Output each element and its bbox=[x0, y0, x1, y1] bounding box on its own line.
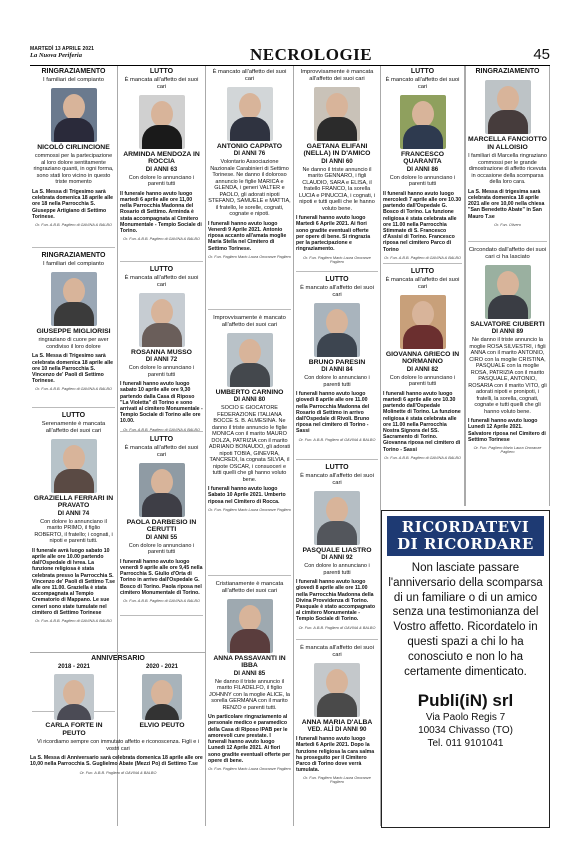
funeral-home-credit: Or. Fun. A.B.B. Pagliero di GAVINA & BALBO bbox=[298, 437, 376, 442]
obituary-ciuberti bbox=[468, 244, 547, 506]
portrait-photo bbox=[485, 265, 531, 319]
column-6 bbox=[465, 66, 550, 506]
anniversary-block bbox=[30, 652, 206, 828]
funeral-home-credit: Or. Fun. Pagliero Mario Laura Onoranze Pagliero bbox=[208, 254, 291, 259]
obituary-heading: LUTTO bbox=[325, 464, 349, 471]
issue-date: MARTEDÌ 13 APRILE 2021 bbox=[30, 46, 94, 52]
deceased-age: DI ANNI 55 bbox=[145, 533, 178, 541]
deceased-age: VED. ALÌ DI ANNI 90 bbox=[307, 726, 367, 734]
deceased-name: UMBERTO CARNINO bbox=[215, 388, 284, 396]
obituary-heading: LUTTO bbox=[149, 266, 174, 273]
anniversary-body: Vi ricordiamo sempre con immutato affetto e riconoscenza. Figli e i vostri cari bbox=[36, 739, 200, 752]
funeral-home-credit: Or. Fun. Pagliero Mario Laura Onoranze Pagliero bbox=[303, 776, 371, 785]
obituary-body: Con dolore lo annunciano i parenti tutti bbox=[128, 542, 195, 556]
obituary-heading: LUTTO bbox=[149, 436, 174, 443]
obituary-quaranta bbox=[383, 66, 462, 264]
anniversary-mass-details: La S. Messa di Anniversario sarà celebrata domenica 18 aprile alle ore 10,00 nella Parrocchia S. Guglielmo Abate (Mezzi Po) di Settimo T.se bbox=[30, 755, 203, 768]
obituary-carnino bbox=[208, 312, 291, 576]
obituary-body: Volontario Associazione Nazionale Carabinieri di Settimo Torinese. Ne danno il doloroso annuncio le figlie MARICA e GLENDA, i generi VALTER e PAOLO, gli adorati nipoti STEFANO, SAMUELE e MATTIA, il fratello, le sorelle, cognati, cognate e nipoti. bbox=[208, 159, 291, 218]
deceased-age: DI ANNI 92 bbox=[321, 554, 353, 562]
obituary-intro: È mancata all'affetto dei suoi cari bbox=[124, 445, 199, 458]
obituary-heading: RINGRAZIAMENTO bbox=[475, 68, 540, 75]
obituary-intro: Improvvisamente è mancata all'affetto dei suoi cari bbox=[300, 69, 374, 82]
obituary-intro: I familiari del compianto bbox=[43, 77, 104, 83]
portrait-photo bbox=[400, 95, 446, 149]
anniversary-heading: ANNIVERSARIO bbox=[91, 655, 145, 662]
funeral-home-credit: Or. Fun. Pagliero Mario Laura Onoranze Pagliero bbox=[208, 507, 291, 512]
obituary-fanciotto bbox=[468, 66, 547, 242]
ad-address-street: Via Paolo Regis 7 bbox=[425, 712, 506, 724]
obituary-darbesio bbox=[120, 434, 203, 616]
obituary-migliorisi bbox=[32, 250, 115, 408]
obituary-intro: Serenamente è mancata all'affetto dei suoi cari bbox=[41, 421, 106, 434]
anniversary-years-2: 2020 - 2021 bbox=[145, 664, 179, 670]
service-details: I funerali hanno avuto luogo giovedì 8 aprile alle ore 11.00 nella Parrocchia Madonna del Rosario di Settimo in arrivo dall'Ospedale di Rivoli. Bruno riposa nel cimitero di Torino - Sassi bbox=[296, 391, 370, 435]
column-4 bbox=[294, 66, 381, 826]
obituary-dalba bbox=[296, 642, 378, 826]
obituary-intro: È mancato all'affetto dei suoi cari bbox=[212, 69, 287, 82]
deceased-age: DI ANNI 85 bbox=[233, 669, 266, 677]
ad-headline-band bbox=[387, 516, 544, 556]
service-details: I funerali hanno avuto luogo giovedì 8 aprile alle ore 11.00 nella Parrocchia Madonna della Divina Provvidenza di Torino. Pasquale è stato accompagnato al cimitero Monumentale - Tempio Sociale di Torino. bbox=[296, 579, 375, 623]
service-details: I funerali hanno avuto luogo Martedì 6 Aprile 2021. Ai fiori sono gradite eventuali offerte per opere di bene. Si ringrazia per la partecipazione e ringraziamento. bbox=[296, 215, 371, 253]
funeral-home-credit: Or. Fun. A.B.B. Pagliero di GAVINA & BALBO bbox=[384, 455, 461, 460]
deceased-name: PAOLA DARBESIO IN CERUTTI bbox=[126, 518, 197, 534]
deceased-name: GAETANA ELIFANI (NELLA) IN D'AMICO bbox=[303, 142, 371, 158]
service-details: I funerali hanno avuto luogo Venerdì 9 Aprile 2021. Antonio riposa accanto all'amata moglie Maria Stella nel Cimitero di Settimo Torinese. bbox=[208, 220, 287, 252]
ad-headline-line-1: RICORDATEVI bbox=[401, 518, 530, 536]
deceased-age: DI ANNI 86 bbox=[406, 165, 439, 173]
obituary-body: Ne danno il triste annuncio il marito FILADELFO, il figlio JOHNNY con la moglie ALICE, la sorella GERMANA con il marito RENZO e parenti tutti. bbox=[209, 678, 290, 711]
obituary-cirlincione bbox=[32, 66, 115, 248]
obituary-intro: È mancato all'affetto dei suoi cari bbox=[300, 473, 374, 486]
obituary-intro: È mancata all'affetto dei suoi cari bbox=[124, 77, 199, 90]
obituary-heading: LUTTO bbox=[149, 68, 174, 75]
obituary-body: Con dolore lo annunciano i parenti tutti bbox=[128, 174, 195, 188]
deceased-name: GRAZIELLA FERRARI IN PRAVATO bbox=[33, 494, 114, 510]
obituary-heading: RINGRAZIAMENTO bbox=[41, 68, 106, 75]
deceased-age: DI ANNI 80 bbox=[233, 396, 266, 404]
obituary-grieco bbox=[383, 266, 462, 506]
service-details: I funerali hanno avuto luogo sabato 10 aprile alle ore 9,30 partendo dalla Casa di Riposo "La Violetta" di Torino e sono arrivati al cimitero Monumentale - Tempio Sociale di Torino alle ore 10.00. bbox=[120, 381, 203, 425]
deceased-age: DI ANNI 74 bbox=[57, 509, 90, 517]
service-details: I funerali hanno avuto luogo martedì 6 aprile alle ore 10.30 partendo dall'Ospedale Molinette di Torino. La funzione religiosa è stata celebrata alle ore 11.00 nella Parrocchia Nostra Signora del SS. Sacramento di Torino. Giovanna riposa nel cimitero di Torino - Sassi bbox=[383, 390, 461, 453]
funeral-home-credit: Or. Fun. Olivero bbox=[494, 222, 521, 227]
obituary-intro: È mancato all'affetto dei suoi cari bbox=[300, 285, 374, 298]
portrait-photo bbox=[51, 88, 97, 142]
funeral-home-credit: Or. Fun. A.B.B. Pagliero di GAVINA & BALBO bbox=[123, 427, 200, 432]
obituary-body: Con dolore lo annunciano il marito PRIMO, il figlio ROBERTO, il fratello; i cognati, i nipoti e parenti tutti. bbox=[34, 518, 113, 545]
service-details: Un particolare ringraziamento al personale medico e paramedico della Casa di Riposo IPAB per le amorevoli cure prestate. I funerali hanno avuto luogo Lunedì 12 Aprile 2021. Ai fiori sono gradite eventuali offerte per opere di bene. bbox=[208, 714, 291, 764]
portrait-photo bbox=[139, 95, 185, 149]
ad-phone[interactable]: Tel. 011 9101041 bbox=[427, 738, 504, 750]
portrait-photo bbox=[51, 272, 97, 326]
obituary-body: Con dolore lo annunciano i parenti tutti bbox=[389, 374, 456, 388]
deceased-age: DI ANNI 89 bbox=[491, 328, 524, 336]
deceased-name: ANNA MARIA D'ALBA bbox=[301, 718, 373, 726]
service-details: I funerali hanno avuto luogo venerdì 9 aprile alle ore 9,45 nella Parrocchia S. Giulio d'Orta di Torino in arrivo dall'Ospedale G. Bosco di Torino. Paola riposa nel cimitero Monumentale di Torino. bbox=[120, 558, 203, 596]
service-details: La S. Messa di Trigesimo sarà celebrata domenica 18 aprile alle ore 18 nella Parrocchia S. Giuseppe Artigiano di Settimo Torinese. bbox=[32, 188, 114, 220]
obituary-intro: È mancato all'affetto dei suoi cari bbox=[385, 77, 460, 90]
portrait-photo bbox=[227, 333, 273, 387]
obituary-heading: LUTTO bbox=[61, 412, 86, 419]
obituary-intro: Circondato dall'affetto dei suoi cari ci ha lasciato bbox=[468, 247, 547, 260]
obituary-intro: Improvvisamente è mancato all'affetto dei suoi cari bbox=[213, 315, 286, 328]
newspaper-name: La Nuova Periferia bbox=[30, 52, 82, 59]
obituary-elifani bbox=[296, 66, 378, 272]
deceased-name: ANNA PASSAVANTI IN IBBA bbox=[213, 654, 286, 670]
portrait-photo bbox=[142, 674, 182, 720]
service-details: Il funerale avrà luogo sabato 10 aprile alle ore 10.00 partendo dall'Ospedale di Ivrea. La funzione religiosa è stata celebrata presso la Parrocchia S. Vincenzo de' Paoli di Settimo T.se alle ore 11.00. Graziella è stata accompagnata al Tempio Crematorio di Mappano. Le sue ceneri sono state tumulate nel cimitero di Settimo Torinese bbox=[32, 547, 115, 616]
deceased-name: BRUNO PARESIN bbox=[308, 358, 366, 366]
portrait-photo bbox=[139, 463, 185, 517]
deceased-name: GIOVANNA GRIECO IN NORMANNO bbox=[385, 350, 460, 366]
obituary-body: Con dolore lo annunciano i parenti tutti bbox=[128, 365, 195, 378]
portrait-photo bbox=[227, 599, 273, 653]
deceased-name: ROSANNA MUSSO bbox=[131, 348, 192, 356]
obituary-heading: LUTTO bbox=[410, 268, 435, 275]
obituary-mendoza bbox=[120, 66, 203, 262]
portrait-photo bbox=[400, 295, 446, 349]
section-title: NECROLOGIE bbox=[250, 45, 373, 64]
funeral-home-credit: Or. Fun. A.B.B. Pagliero di GAVINA & BALBO bbox=[384, 255, 461, 260]
deceased-age: DI ANNI 76 bbox=[233, 150, 266, 158]
page-header bbox=[30, 44, 550, 66]
portrait-photo bbox=[314, 491, 360, 545]
obituary-intro: È mancata all'affetto dei suoi cari bbox=[300, 645, 374, 658]
funeral-home-credit: Or. Fun. A.B.B. Pagliero di GAVINA & BALBO bbox=[79, 770, 157, 775]
remembrance-advertisement bbox=[381, 510, 550, 828]
obituary-body: SOCIO E GIOCATORE FEDERAZIONE ITALIANA BOCCE S. B. ALMESINA. Ne danno il triste annuncio le figlie MONICA con il marito MAURO DOLZA, PATRIZIA con il marito ADRIANO BONAUDO, gli adorati nipoti TOBIA, GINEVRA, TANCREDI, la cognata SILVIA, il nipote OSCAR, i consuoceri e tutti quelli che gli hanno voluto bene. bbox=[208, 405, 291, 483]
portrait-photo bbox=[227, 87, 273, 141]
obituary-heading: LUTTO bbox=[325, 276, 349, 283]
portrait-photo bbox=[314, 87, 360, 141]
deceased-name: FRANCESCO QUARANTA bbox=[400, 150, 445, 166]
ad-message: Non lasciate passare l'anniversario della scomparsa di un familiare o di un amico senza una testimonianza del Vostro affetto. Ricordatelo in questi spazi a chi lo ha conosciuto e non lo ha certamente dimenticato. bbox=[388, 562, 543, 678]
service-details: Il funerali hanno avuto luogo mercoledì 7 aprile alle ore 10.30 partendo dall'Ospedale G. Bosco di Torino. La funzione religiosa è stata celebrata alle ore 11.00 nella Parrocchia Stimmate di S. Francesco d'Assisi di Torino. Francesco riposa nel cimitero Parco di Torino bbox=[383, 190, 462, 253]
obituary-body: commossi per la partecipazione al loro dolore sentitamente ringraziano quanti, in ogni forma, sono stati loro vicino in questo triste momento bbox=[33, 153, 114, 186]
obituary-intro: È mancata all'affetto dei suoi cari bbox=[124, 275, 199, 288]
service-details: I funerali hanno avuto luogo Sabato 10 Aprile 2021. Umberto riposa nel Cimitero di Rocca. bbox=[208, 486, 286, 505]
obituary-intro: I familiari del compianto bbox=[43, 261, 104, 267]
deceased-age: DI ANNI 63 bbox=[145, 165, 178, 173]
funeral-home-credit: Or. Fun. A.B.B. Pagliero di GAVINA & BALBO bbox=[123, 599, 200, 603]
column-5 bbox=[381, 66, 465, 506]
deceased-name: MARCELLA FANCIOTTO IN ALLOISIO bbox=[468, 136, 547, 151]
funeral-home-credit: Or. Fun. A.B.B. Pagliero di GAVINA & BALBO bbox=[123, 237, 200, 242]
ad-company-name: Publi(iN) srl bbox=[417, 691, 514, 711]
obituary-body: Ne danno il triste annuncio il marito GENNARO, i figli CLAUDIO, SARA e ELISA, il fratello FRANCO, la sorella LUCIA e PINUCCIA, i cognati, i nipoti e tutti quelli che le hanno voluto bene. bbox=[298, 166, 376, 212]
column-3 bbox=[206, 66, 294, 826]
deceased-name: GIUSEPPE MIGLIORISI bbox=[36, 327, 111, 335]
obituary-body: I familiari di Marcella ringraziano commossi per le grande dimostrazione di affetto ricevuta in occasione della scomparsa della loro cara. bbox=[468, 153, 547, 186]
service-details: I funerali hanno avuto luogo Martedì 6 Aprile 2021. Dopo la funzione religiosa la cara salma ha proseguito per il Cimitero Parco di Torino dove verrà tumulata. bbox=[296, 736, 375, 774]
deceased-age: DI ANNI 60 bbox=[321, 157, 353, 165]
deceased-name: PASQUALE LIASTRO bbox=[302, 546, 372, 554]
obituary-intro: Cristianamente è mancata all'affetto dei suoi cari bbox=[215, 581, 284, 594]
obituary-liastro bbox=[296, 462, 378, 640]
obituary-body: Ne danno il triste annuncio la moglie ROSA SILVESTRI, i figli ANNA con il marito ANTONIO, CIRO con la moglie CRISTINA, PASQUALE con la moglie ROSA, PATRIZIA con il marito PASQUALE, ANTONIO, ROSARIA con il marito VITO, gli adorati nipoti e pronipoti, i fratelli, la sorella, cognati, cognate e tutti quelli che gli hanno voluto bene. bbox=[468, 337, 547, 415]
portrait-photo bbox=[139, 293, 185, 347]
deceased-name: NICOLÒ CIRLINCIONE bbox=[37, 143, 110, 151]
deceased-name: SALVATORE CIUBERTI bbox=[470, 320, 545, 328]
obituary-body: Con dolore lo annunciano i parenti tutti bbox=[304, 563, 370, 576]
obituary-body: ringraziano di cuore per aver condiviso il loro dolore bbox=[38, 337, 109, 350]
deceased-age: DI ANNI 72 bbox=[145, 356, 178, 364]
service-details: I funerali hanno avuto luogo Lunedì 12 Aprile 2021. Salvatore riposa nel Cimitero di Settimo Torinese bbox=[468, 418, 546, 443]
page-number: 45 bbox=[533, 46, 550, 63]
anniversary-years-1: 2018 - 2021 bbox=[57, 664, 91, 670]
portrait-photo bbox=[314, 663, 360, 717]
service-details: La S. Messa di trigesima sarà celebrata domenica 18 aprile 2021 alle ore 10,00 nella chiesa "San Benedetto Abate" in San Mauro T.se bbox=[468, 188, 545, 220]
obituary-musso bbox=[120, 264, 203, 432]
obituary-body: Con dolore lo annunciano i parenti tutti bbox=[304, 375, 370, 388]
obituary-heading: LUTTO bbox=[410, 68, 435, 75]
obituary-cappato bbox=[208, 66, 291, 310]
deceased-age: DI ANNI 84 bbox=[321, 366, 353, 374]
ad-headline-line-2: DI RICORDARE bbox=[397, 535, 534, 553]
funeral-home-credit: Or. Fun. A.B.B. Pagliero di GAVINA & BALBO bbox=[35, 387, 112, 392]
service-details: La S. Messa di Trigesimo sarà celebrata domenica 18 aprile alle ore 10 nella Parrocchia S. Vincenzo de' Paoli di Settimo Torinese. bbox=[32, 353, 114, 385]
ad-address-city: 10034 Chivasso (TO) bbox=[418, 725, 513, 737]
deceased-name: CARLA FORTE IN PEUTO bbox=[45, 722, 103, 737]
obituary-intro: È mancata all'affetto dei suoi cari bbox=[385, 277, 460, 290]
obituary-paresin bbox=[296, 274, 378, 460]
portrait-photo bbox=[485, 80, 531, 134]
deceased-age: DI ANNI 82 bbox=[406, 365, 439, 373]
deceased-name: ANTONIO CAPPATO bbox=[216, 142, 283, 150]
deceased-name: ARMINDA MENDOZA IN ROCCIA bbox=[123, 150, 200, 166]
funeral-home-credit: Or. Fun. A.B.B. Pagliero di GAVINA & BALBO bbox=[298, 625, 376, 630]
deceased-name: ELVIO PEUTO bbox=[139, 722, 185, 729]
portrait-photo bbox=[314, 303, 360, 357]
portrait-photo bbox=[54, 674, 94, 720]
obituary-passavanti bbox=[208, 578, 291, 826]
funeral-home-credit: Or. Fun. A.B.B. Pagliero di GAVINA & BALBO bbox=[35, 222, 112, 227]
portrait-photo bbox=[51, 439, 97, 493]
obituary-heading: RINGRAZIAMENTO bbox=[41, 252, 106, 259]
funeral-home-credit: Or. Fun. A.B.B. Pagliero di GAVINA & BALBO bbox=[35, 619, 112, 624]
funeral-home-credit: Or. Fun. Pagliero Mario Laura Onoranze Pagliero bbox=[208, 766, 291, 771]
funeral-home-credit: Or. Fun. Pagliero Mario Laura Onoranze Pagliero bbox=[303, 255, 371, 264]
funeral-home-credit: Or. Fun. Pagliero Mario Laura Onoranze Pagliero bbox=[473, 446, 542, 454]
service-details: Il funerale hanno avuto luogo martedì 6 aprile alle ore 11,00 nella Parrocchia Madonna del Rosario di Settimo. Arminda è stata accompagnata al Cimitero Monumentale - Tempio Sociale di Torino. bbox=[120, 190, 202, 234]
obituary-body: Con dolore lo annunciano i parenti tutti bbox=[389, 174, 456, 188]
